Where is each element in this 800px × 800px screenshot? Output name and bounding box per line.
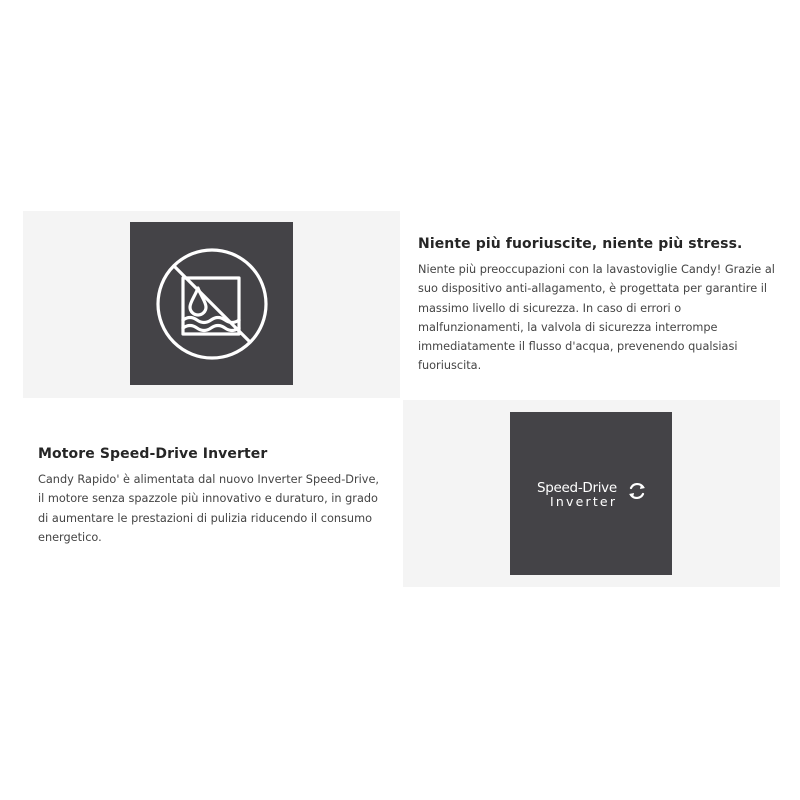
- feature-image-speed-drive: [510, 412, 672, 575]
- feature-title: Motore Speed-Drive Inverter: [38, 446, 268, 462]
- logo-text-speed-drive: Speed-Drive: [537, 480, 617, 496]
- rotation-arrows-icon: [627, 481, 647, 501]
- feature-text-anti-flood: [418, 236, 780, 376]
- feature-image-anti-flood: [130, 222, 293, 385]
- feature-title: Niente più fuoriuscite, niente più stress.: [418, 236, 743, 252]
- feature-text-speed-drive: [38, 446, 383, 547]
- feature-description: Niente più preoccupazioni con la lavastoviglie Candy! Grazie al suo dispositivo anti-allagamento, è progettata per garantire il massimo livello di sicurezza. In caso di errori o malfunzionamenti, la valvola di sicurezza interrompe immediatamente il flusso d'acqua, prevenendo qualsiasi fuoriuscita.: [418, 263, 775, 373]
- speed-drive-inverter-logo: [537, 476, 649, 516]
- feature-description: Candy Rapido' è alimentata dal nuovo Inverter Speed-Drive, il motore senza spazzole più innovativo e duraturo, in grado di aumentare le prestazioni di pulizia riducendo il consumo energetico.: [38, 473, 380, 544]
- anti-flood-icon: [130, 222, 293, 385]
- logo-text-inverter: Inverter: [550, 494, 618, 509]
